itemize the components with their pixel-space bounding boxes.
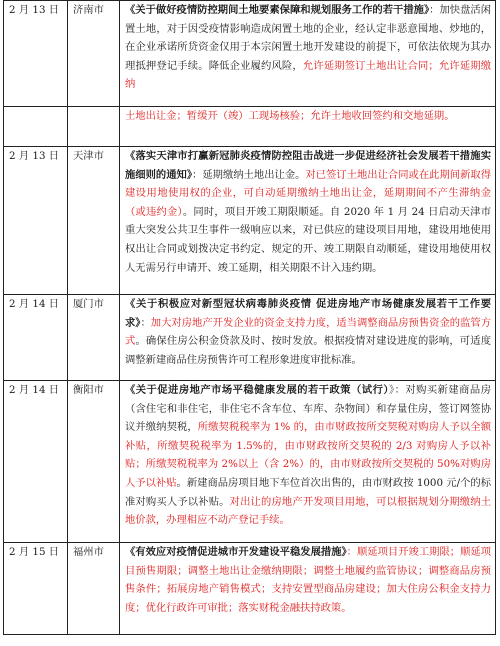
policy-highlight: 所缴契税税率为 1% 的，由市财政按所交契税对购房人予以全额补贴，所缴契税税率为 1.5%的，由市财政按所交契税的 2/3 对购房人予以补贴；所缴契税税率为 2%以上（含 2%）的，由市财政按所交契税的 50%对购房人予以补贴 xyxy=(125,421,491,489)
row-date: 2 月 13 日 xyxy=(4,1,68,107)
row-content xyxy=(120,381,496,543)
policy-text: 。同时，项目开竣工期限顺延。自 2020 年 1 月 24 日启动天津市重大突发公共卫生事件一级响应以来，对已供应的建设项目用地，建设用地使用权出让合同或划拨决定书约定、规定的开、竣工期限自动顺延，建设用地使用权人无需另行申请开、竣工延期，相关期限不计入违约期。 xyxy=(125,205,491,274)
row-content xyxy=(120,543,496,635)
table-row xyxy=(4,1,496,107)
policy-text: ： xyxy=(140,316,151,329)
row-date-empty xyxy=(4,107,68,147)
row-date: 2 月 15 日 xyxy=(4,543,68,635)
row-city: 福州市 xyxy=(68,543,120,635)
row-date: 2 月 14 日 xyxy=(4,295,68,381)
policy-text: 。确保住房公积金贷款及时、按时发放。根据疫情对建设进度的影响，可适度调整新建商品住房预售许可工程形象进度审批标准。 xyxy=(125,335,492,366)
policy-highlight: 对出让的房地产开发项目用地，可以根据规划分期缴纳土地价款，办理相应不动产登记手续。 xyxy=(125,495,492,527)
policy-text: ：延期缴纳土地出让金。 xyxy=(192,168,306,181)
row-city: 天津市 xyxy=(68,147,120,295)
table-row-continuation xyxy=(4,107,496,147)
policy-text: 》：对购买新建商品房（含住宅和非住宅，非住宅不含车位、车库、杂物间）和存量住房，签订网签协议并缴纳契税， xyxy=(125,384,491,434)
row-content xyxy=(120,147,496,295)
table-row xyxy=(4,381,496,543)
row-city: 厦门市 xyxy=(68,295,120,381)
row-content xyxy=(120,107,496,147)
policy-text: ：加快盘活闲置土地，对于因受疫情影响造成闲置土地的企业，经认定非恶意囤地、炒地的，在企业承诺所贷资金仅用于本宗闲置土地开发建设的前提下，可依法依规为其办理抵押登记手续。降低企业履约风险， xyxy=(125,4,492,72)
table-row xyxy=(4,295,496,381)
policy-title: 《落实天津市打赢新冠肺炎疫情防控阻击战进一步促进经济社会发展若干措施实施细则的通知》 xyxy=(125,150,491,181)
row-date: 2 月 13 日 xyxy=(4,147,68,295)
policy-title: 《有效应对疫情促进城市开发建设平稳发展措施》 xyxy=(125,546,347,558)
policy-title: 《关于做好疫情防控期间土地要素保障和规划服务工作的若干措施》 xyxy=(125,4,430,16)
policy-highlight: 允许延期签订土地出让合同；允许延期缴纳 xyxy=(125,59,492,91)
policy-highlight: 加大对房地产开发企业的资金支持力度，适当调整商品房预售资金的监管方式 xyxy=(125,316,492,348)
row-content xyxy=(120,295,496,381)
table-row xyxy=(4,147,496,295)
policy-highlight: ：顺延项目开竣工期限；顺延项目预售期限；调整土地出让金缴纳期限；调整土地履约监管协议；调整商品房预售条件；拓展房地产销售模式；支持安置型商品房建设；加大住房公积金支持力度；优化行政许可审批；落实财税金融扶持政策。 xyxy=(125,546,491,614)
row-content xyxy=(120,1,496,107)
policy-highlight: 土地出让金；暂缓开（竣）工现场核验；允许土地收回签约和交地延期。 xyxy=(125,110,455,122)
row-city: 衡阳市 xyxy=(68,381,120,543)
row-city: 济南市 xyxy=(68,1,120,107)
table-row xyxy=(4,543,496,635)
policy-highlight: 对已签订土地出让合同或在此期间新取得建设用地使用权的企业，可自动延期缴纳土地出让金，延期期间不产生滞纳金（或违约金） xyxy=(125,168,492,218)
row-city-empty xyxy=(68,107,120,147)
policy-table xyxy=(3,0,496,635)
policy-text: 。新建商品房项目地下车位首次出售的，由市财政按 1000 元/个的标准对购买人予以补贴。 xyxy=(125,476,491,508)
row-date: 2 月 14 日 xyxy=(4,381,68,543)
policy-title: 《关于积极应对新型冠状病毒肺炎疫情 促进房地产市场健康发展若干工作要求》 xyxy=(125,298,491,329)
policy-title: 《关于促进房地产市场平稳健康发展的若干政策（试行） xyxy=(125,384,389,396)
